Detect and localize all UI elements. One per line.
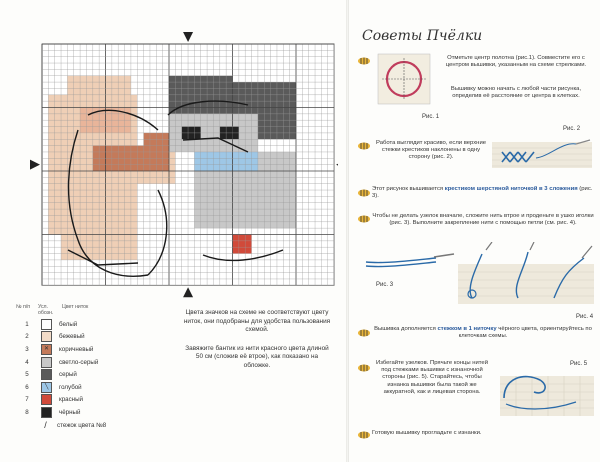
tip-stitch-direction: Работа выглядит красиво, если верхние стежки крестиков наклонены в одну сторону (рис. 2). [375,140,487,161]
center-arrow-icon [183,287,193,297]
red-accent-area [233,235,252,254]
cross-stitch-chart [8,20,338,300]
fig4-loop-illustration [458,242,596,312]
legend-row [16,381,176,394]
legend-symbol-icon: / [44,419,47,430]
legend-color-name: голубой [59,383,82,391]
legend-num: 2 [25,333,29,341]
tip-stitch-type-post: (рис. 3). [372,186,593,200]
tip-hide-ends: Избегайте узелков. Прячьте концы нитей под стежками вышивки с изнаночной стороны (рис. 5). Старайтесь, чтобы изнанка вышивки была такой же аккуратной, как и лицевая сторона. [375,360,488,395]
center-arrow-icon [183,32,193,42]
legend-row [16,419,176,432]
bee-bullet-icon [356,430,372,440]
legend-symbol-icon [41,357,52,368]
bee-bullet-icon [356,56,372,66]
legend-row [16,368,176,381]
legend-num: 7 [25,396,29,404]
tip-outline-stitch-highlight: стежком в 1 ниточку [437,326,497,332]
legend-num: 6 [25,383,29,391]
legend-color-name: коричневый [59,345,94,353]
legend-symbol-icon [41,319,52,330]
legend-symbol-icon: ✕ [41,344,52,355]
legend-row [16,331,176,344]
legend-symbol-icon [41,394,52,405]
center-arrow-icon [336,160,338,170]
stitch-grid [8,20,338,300]
legend-num: 8 [25,408,29,416]
fig1-label: Рис. 1 [422,114,440,120]
legend-color-name: стежок цвета №8 [57,421,107,429]
legend-symbol-icon [41,407,52,418]
bee-bullet-icon [356,188,372,198]
tip-center: Отметьте центр полотна (рис.1). Совместите его с центром вышивки, указанным на схеме стрелками. [445,55,587,69]
note-colors: Цвета значков на схеме не соответствуют цвету ниток, они подобраны для удобства пользования схемой. [183,309,331,334]
tip-outline-stitch-pre: Вышивка дополняется [374,326,438,332]
center-arrow-icon [30,160,40,170]
tip-start-anywhere: Вышивку можно начать с любой части рисунка, определив её расстояние от центра в клетках. [450,86,582,100]
legend-header-color: Цвет ниток [62,304,89,310]
legend-row [16,406,176,419]
legend-header-num: № п/п [16,304,31,310]
bone-area [175,228,232,247]
legend-color-name: серый [59,371,77,379]
legend-row [16,394,176,407]
fig2-stitch-illustration [492,136,594,172]
tip-stitch-type-pre: Этот рисунок вышивается [372,186,445,192]
legend-header [16,304,176,318]
legend-row [16,343,176,356]
note-bow: Завяжите бантик из нити красного цвета длиной 50 см (сложив её втрое), как показано на обложке. [185,344,329,369]
right-page [348,0,600,462]
bee-bullet-icon [356,363,372,373]
tip-stitch-type-highlight: крестиком шерстяной ниточкой в 3 сложения [444,186,578,192]
fig5-label: Рис. 5 [570,361,588,367]
legend-color-name: белый [59,320,78,328]
fig4-label: Рис. 4 [576,314,594,320]
fig3-label: Рис. 3 [376,282,394,288]
legend-color-name: бежевый [59,333,85,341]
chart-notes [182,309,332,381]
legend-row [16,356,176,369]
color-legend [16,304,176,431]
legend-header-symbol: Усл. обозн. [38,304,54,316]
bee-bullet-icon [356,214,372,224]
tip-no-knot: Чтобы не делать узелок вначале, сложите нить втрое и проденьте в ушко иголки (рис. 3). Выполните закрепление нити с помощью петли (см. рис. 4). [372,213,594,227]
legend-row [16,318,176,331]
legend-num: 5 [25,371,29,379]
tip-outline-stitch [372,326,594,340]
tip-stitch-type [372,186,594,200]
fig3-needle-illustration [364,248,456,278]
legend-symbol-icon [41,331,52,342]
legend-color-name: красный [59,396,84,404]
legend-rows [16,318,176,431]
bee-bullet-icon [356,328,372,338]
tip-outline-stitch-post: чёрного цвета, ориентируйтесь по клеточкам схемы. [458,326,592,340]
legend-color-name: чёрный [59,408,81,416]
fig1-canvas-center-illustration [374,50,434,112]
fig5-backside-illustration [496,368,596,420]
fig2-label: Рис. 2 [563,126,581,132]
legend-num: 4 [25,358,29,366]
legend-num: 3 [25,345,29,353]
tips-title: Советы Пчёлки [362,28,483,44]
bee-bullet-icon [356,141,372,151]
legend-num: 1 [25,320,29,328]
legend-color-name: светло-серый [59,358,99,366]
legend-symbol-icon [41,369,52,380]
tip-ironing: Готовую вышивку прогладьте с изнанки. [372,430,482,436]
legend-symbol-icon: ╲ [41,382,52,393]
